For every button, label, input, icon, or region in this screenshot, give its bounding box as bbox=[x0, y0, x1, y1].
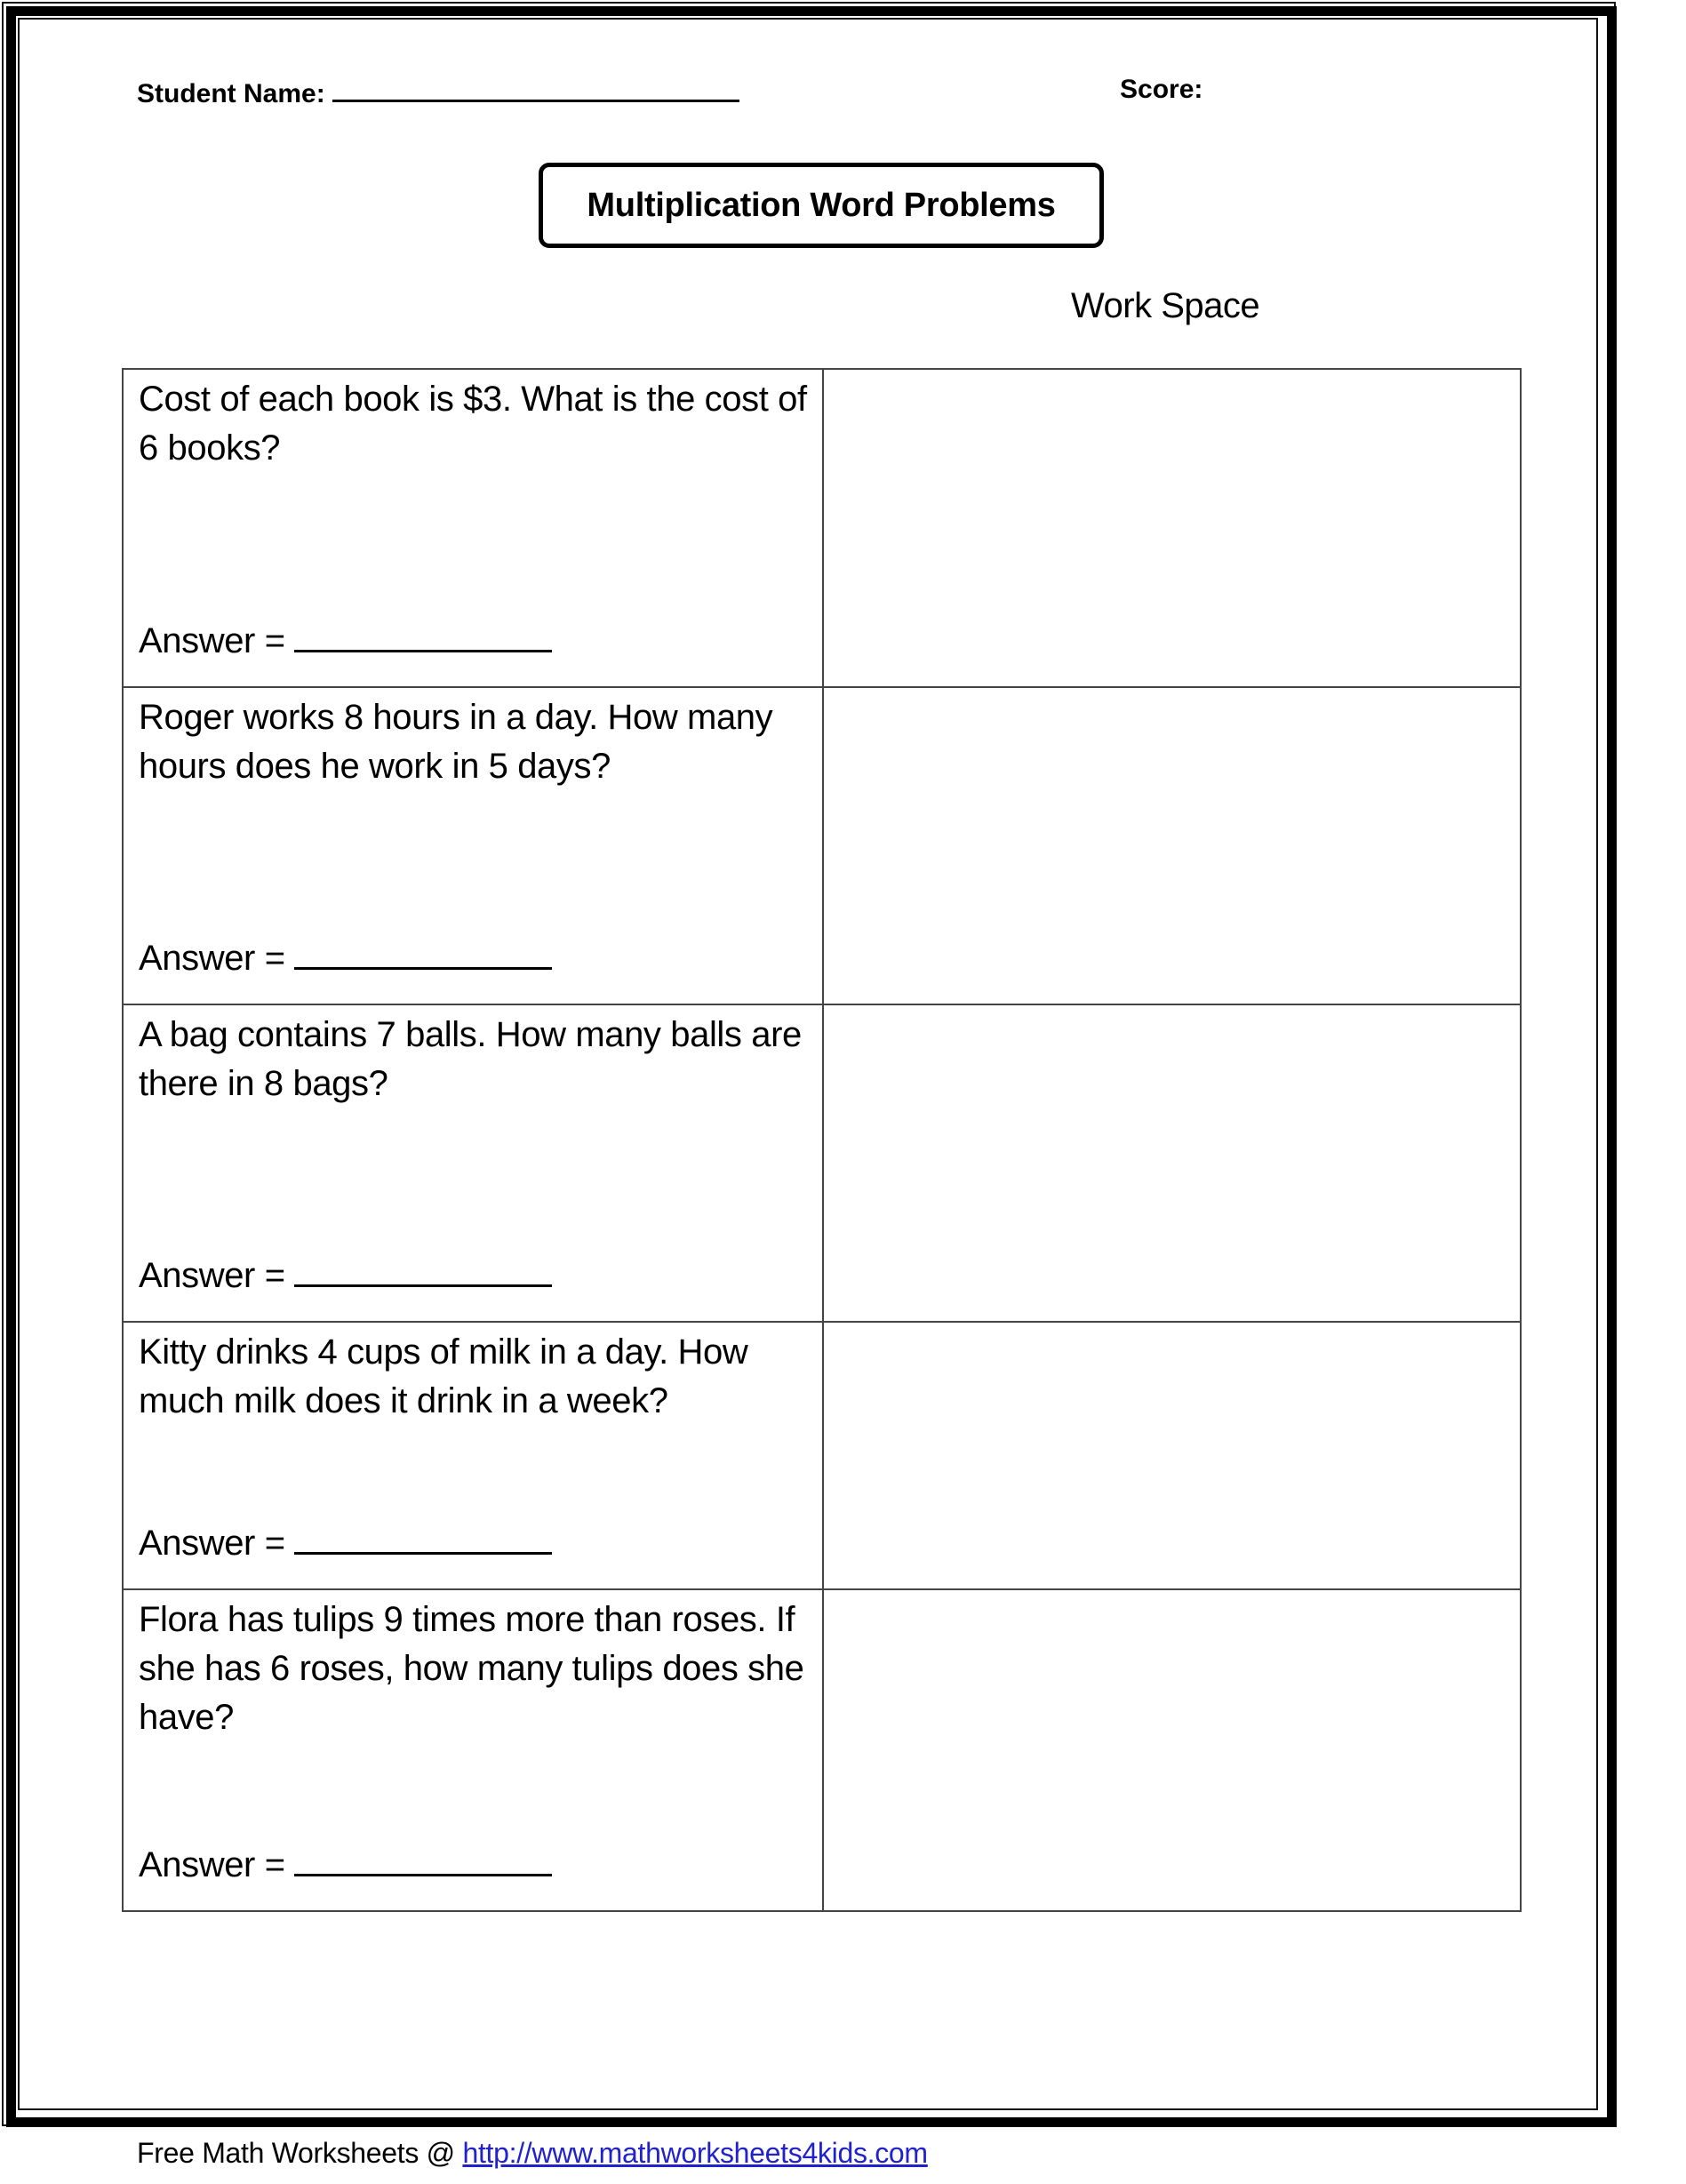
answer-blank[interactable] bbox=[294, 1524, 552, 1555]
problem-row bbox=[123, 1589, 1521, 1911]
student-name-blank[interactable] bbox=[332, 75, 739, 102]
worksheet-title-box bbox=[539, 163, 1104, 248]
answer-field bbox=[139, 1256, 552, 1296]
work-space-heading: Work Space bbox=[1071, 286, 1260, 325]
problems-table bbox=[122, 368, 1522, 1912]
worksheet-title: Multiplication Word Problems bbox=[587, 186, 1056, 224]
answer-label: Answer = bbox=[139, 939, 285, 978]
answer-blank[interactable] bbox=[294, 1845, 552, 1876]
question-text: Kitty drinks 4 cups of milk in a day. How much milk does it drink in a week? bbox=[139, 1332, 748, 1420]
work-space-cell[interactable] bbox=[823, 1589, 1521, 1911]
footer bbox=[137, 2137, 928, 2170]
question-cell bbox=[123, 1322, 823, 1589]
footer-text: Free Math Worksheets @ bbox=[137, 2137, 455, 2169]
question-text: A bag contains 7 balls. How many balls are there in 8 bags? bbox=[139, 1015, 802, 1103]
answer-field bbox=[139, 939, 552, 979]
question-text: Roger works 8 hours in a day. How many hours does he work in 5 days? bbox=[139, 698, 773, 786]
work-space-cell[interactable] bbox=[823, 1322, 1521, 1589]
answer-label: Answer = bbox=[139, 1845, 285, 1884]
problem-row bbox=[123, 1322, 1521, 1589]
answer-blank[interactable] bbox=[294, 621, 552, 652]
answer-field bbox=[139, 1845, 552, 1885]
student-name-field bbox=[137, 75, 739, 109]
answer-label: Answer = bbox=[139, 1524, 285, 1563]
answer-label: Answer = bbox=[139, 621, 285, 660]
footer-link[interactable]: http://www.mathworksheets4kids.com bbox=[462, 2137, 928, 2169]
answer-blank[interactable] bbox=[294, 1256, 552, 1287]
score-label: Score: bbox=[1120, 75, 1203, 104]
student-name-label: Student Name: bbox=[137, 79, 325, 108]
work-space-cell[interactable] bbox=[823, 1004, 1521, 1322]
problem-row bbox=[123, 687, 1521, 1004]
work-space-cell[interactable] bbox=[823, 369, 1521, 687]
question-cell bbox=[123, 1589, 823, 1911]
work-space-cell[interactable] bbox=[823, 687, 1521, 1004]
answer-field bbox=[139, 1524, 552, 1564]
answer-label: Answer = bbox=[139, 1256, 285, 1295]
question-cell bbox=[123, 687, 823, 1004]
answer-blank[interactable] bbox=[294, 939, 552, 970]
question-text: Flora has tulips 9 times more than roses. If she has 6 roses, how many tulips does she have? bbox=[139, 1600, 804, 1737]
question-cell bbox=[123, 1004, 823, 1322]
answer-field bbox=[139, 621, 552, 661]
problem-row bbox=[123, 1004, 1521, 1322]
question-text: Cost of each book is $3. What is the cost of 6 books? bbox=[139, 380, 807, 468]
problem-row bbox=[123, 369, 1521, 687]
question-cell bbox=[123, 369, 823, 687]
